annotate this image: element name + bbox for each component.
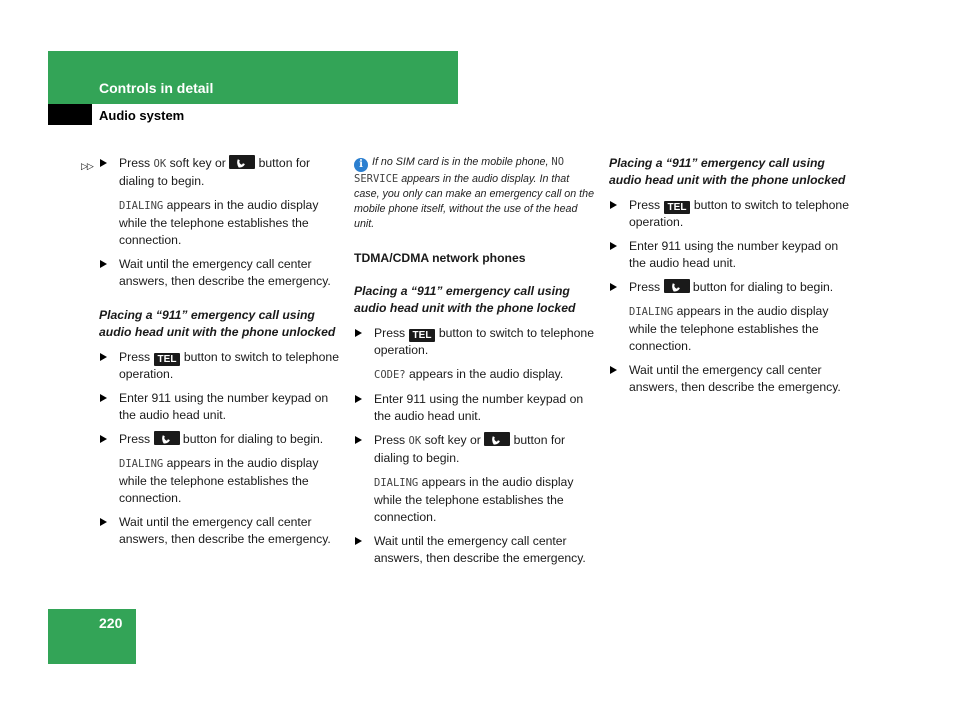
step-press-ok-or-send: Press OK soft key or button for dialing to begin. [354,432,594,467]
step-wait-for-answer: Wait until the emergency call center answers, then describe the emergency. [99,256,339,290]
tel-button-icon: TEL [664,201,691,214]
display-text-dialing: DIALING [119,200,164,212]
section-title: Controls in detail [99,80,214,96]
heading-unlocked-911: Placing a “911” emergency call using audio head unit with the phone unlocked [99,308,336,339]
step-enter-911: Enter 911 using the number keypad on the audio head unit. [354,391,594,425]
heading-unlocked-911: Placing a “911” emergency call using audio head unit with the phone unlocked [609,156,846,187]
display-text-dialing: DIALING [374,477,419,489]
phone-send-icon [154,431,180,445]
phone-send-icon [229,155,255,169]
bullet-arrow-icon [610,242,617,250]
bullet-arrow-icon [355,436,362,444]
tel-button-icon: TEL [154,353,181,366]
heading-tdma-cdma: TDMA/CDMA network phones [354,251,526,265]
page-number: 220 [99,615,123,631]
step-wait-for-answer: Wait until the emergency call center answers, then describe the emergency. [609,362,851,396]
page-number-band [48,609,136,664]
ok-softkey-label: OK [153,158,167,170]
bullet-arrow-icon [100,353,107,361]
step-wait-for-answer: Wait until the emergency call center answers, then describe the emergency. [99,514,339,548]
step-wait-for-answer: Wait until the emergency call center answers, then describe the emergency. [354,533,594,567]
phone-send-icon [484,432,510,446]
column-2 [354,155,594,574]
display-text-dialing: DIALING [629,306,674,318]
step-enter-911: Enter 911 using the number keypad on the audio head unit. [609,238,851,272]
note-dialing: DIALING appears in the audio display while the telephone establishes the connection. [629,304,829,353]
bullet-arrow-icon [100,518,107,526]
step-press-ok-or-send: ▷▷ Press OK soft key or button for dialing to begin. [81,156,311,188]
ok-softkey-label: OK [408,435,422,447]
bullet-arrow-icon [100,159,107,167]
note-dialing: DIALING appears in the audio display while the telephone establishes the connection. [374,475,574,524]
bullet-arrow-icon [610,283,617,291]
display-text-no-service: NO SERVICE [354,156,565,185]
section-tab-marker [48,104,92,125]
bullet-arrow-icon [355,395,362,403]
heading-locked-911: Placing a “911” emergency call using audio head unit with the phone locked [354,284,576,315]
continued-marker: ▷▷ [81,161,93,171]
note-code: CODE? appears in the audio display. [374,367,564,381]
info-note: i If no SIM card is in the mobile phone, NO SERVICE appears in the audio display. In that case, you only can make an emergency call on the mobile phone itself, without the use of the head unit. [354,156,595,230]
note-dialing: DIALING appears in the audio display while the telephone establishes the connection. [119,198,319,247]
bullet-arrow-icon [100,260,107,268]
header-band [48,51,458,104]
step-enter-911: Enter 911 using the number keypad on the audio head unit. [99,390,339,424]
display-text-dialing: DIALING [119,458,164,470]
bullet-arrow-icon [355,329,362,337]
column-1 [81,155,339,555]
column-3 [609,155,851,403]
subsection-title: Audio system [99,108,185,123]
bullet-arrow-icon [610,366,617,374]
bullet-arrow-icon [355,537,362,545]
step-press-tel: Press TEL button to switch to telephone operation. [354,325,594,359]
step-press-tel: Press TEL button to switch to telephone operation. [99,349,339,383]
tel-button-icon: TEL [409,329,436,342]
step-press-tel: Press TEL button to switch to telephone operation. [609,197,851,231]
bullet-arrow-icon [610,201,617,209]
step-press-send: Press button for dialing to begin. [609,279,851,296]
info-icon: i [354,158,368,172]
phone-send-icon [664,279,690,293]
step-press-send: Press button for dialing to begin. [99,431,339,448]
bullet-arrow-icon [100,394,107,402]
bullet-arrow-icon [100,435,107,443]
display-text-code: CODE? [374,369,406,381]
note-dialing: DIALING appears in the audio display while the telephone establishes the connection. [119,456,319,505]
